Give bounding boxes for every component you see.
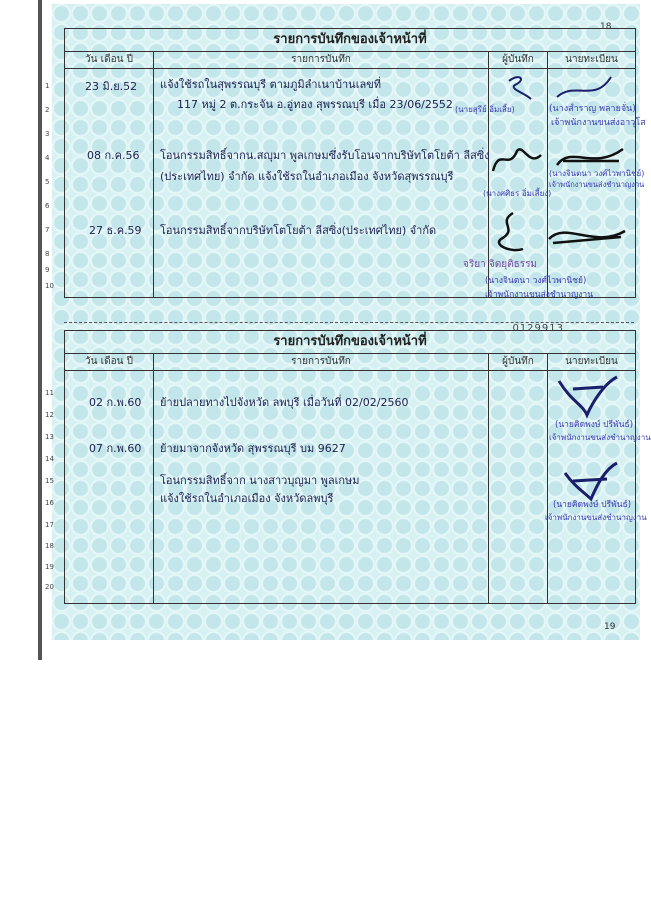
header-entry: รายการบันทึก xyxy=(154,353,488,371)
column-divider xyxy=(153,51,154,297)
recorder-signature xyxy=(505,73,535,103)
row-number: 12 xyxy=(45,411,54,419)
row-number: 5 xyxy=(45,178,50,186)
column-divider xyxy=(153,353,154,603)
record-date: 08 ก.ค.56 xyxy=(87,149,140,162)
row-number: 15 xyxy=(45,477,54,485)
registrar-signature xyxy=(555,73,615,103)
officer-records-table-1 xyxy=(45,28,646,300)
header-registrar: นายทะเบียน xyxy=(548,51,635,69)
header-entry: รายการบันทึก xyxy=(154,51,488,69)
binding-spine xyxy=(38,0,42,660)
table-title: รายการบันทึกของเจ้าหน้าที่ xyxy=(65,331,635,354)
recorder-signature xyxy=(489,141,545,181)
header-date: วัน เดือน ปี xyxy=(65,353,153,371)
row-number: 16 xyxy=(45,499,54,507)
registrar-stamp: (นางสำราญ พลายจั่น) xyxy=(549,104,636,114)
row-number: 6 xyxy=(45,202,50,210)
record-line: โอนกรรมสิทธิ์จากน.สญุมา พูลเกษมซึ่งรับโอนจากบริษัทโตโยต้า ลีสซิ่ง xyxy=(160,149,490,162)
registrar-name-stamp: จริยา จิตยุติธรรม xyxy=(463,259,538,270)
registrar-stamp: (นายคิดพงษ์ ปรีพันธ์) xyxy=(555,420,634,430)
registrar-position: เจ้าพนักงานขนส่งชำนาญงาน xyxy=(545,513,647,522)
row-number: 1 xyxy=(45,82,50,90)
row-number: 10 xyxy=(45,282,54,290)
registrar-stamp: (นายคิดพงษ์ ปรีพันธ์) xyxy=(553,500,632,510)
record-line: แจ้งใช้รถในสุพรรณบุรี ตามภูมิลำเนาบ้านเลขที่ xyxy=(160,78,381,91)
row-number: 19 xyxy=(45,563,54,571)
registrar-position: เจ้าพนักงานขนส่งชำนาญงาน xyxy=(485,290,594,300)
registrar-stamp: (นางจินตนา วงศ์ไวพานิชย์) xyxy=(549,169,645,178)
header-recorder: ผู้บันทึก xyxy=(489,353,547,371)
page-number-bottom: 19 xyxy=(604,622,616,632)
row-number: 17 xyxy=(45,521,54,529)
row-number: 14 xyxy=(45,455,54,463)
record-line: (ประเทศไทย) จำกัด แจ้งใช้รถในอำเภอเมือง จังหวัดสุพรรณบุรี xyxy=(160,170,454,183)
row-number: 2 xyxy=(45,106,50,114)
row-number: 3 xyxy=(45,130,50,138)
recorder-stamp: (นายสุรีย์ อิ่มเสี้ย) xyxy=(455,105,515,114)
record-line: โอนกรรมสิทธิ์จากบริษัทโตโยต้า ลีสซิ่ง(ประเทศไทย) จำกัด xyxy=(160,224,437,237)
row-number: 9 xyxy=(45,266,50,274)
record-line: โอนกรรมสิทธิ์จาก นางสาวบุญมา พูลเกษม xyxy=(160,474,360,487)
registrar-stamp: (นางจินตนา วงศ์ไวพานิชย์) xyxy=(485,276,587,286)
record-date: 23 มิ.ย.52 xyxy=(85,80,138,93)
table-title: รายการบันทึกของเจ้าหน้าที่ xyxy=(65,29,635,52)
row-number: 20 xyxy=(45,583,54,591)
officer-records-table-2 xyxy=(45,330,651,604)
row-number: 18 xyxy=(45,542,54,550)
record-date: 07 ก.พ.60 xyxy=(89,442,142,455)
row-number: 13 xyxy=(45,433,54,441)
recorder-signature xyxy=(489,209,529,257)
column-divider xyxy=(488,353,489,603)
record-line: แจ้งใช้รถในอำเภอเมือง จังหวัดลพบุรี xyxy=(160,492,334,505)
registrar-signature xyxy=(553,141,629,177)
serial-number: 0129913 xyxy=(512,323,564,334)
registrar-signature xyxy=(545,219,629,253)
registrar-signature xyxy=(553,371,623,419)
row-number: 11 xyxy=(45,389,54,397)
registrar-position: เจ้าพนักงานขนส่งชำนาญงาน xyxy=(549,180,645,189)
row-number: 4 xyxy=(45,154,50,162)
header-date: วัน เดือน ปี xyxy=(65,51,153,69)
record-line: ย้ายปลายทางไปจังหวัด ลพบุรี เมื่อวันที่ 02/02/2560 xyxy=(160,396,409,409)
registrar-position: เจ้าพนักงานขนส่งอาวุโส xyxy=(551,118,646,128)
recorder-stamp: (นางศศิธร อิ่มเสี้ยง) xyxy=(483,189,552,198)
record-line: ย้ายมาจากจังหวัด สุพรรณบุรี บม 9627 xyxy=(160,442,346,455)
header-registrar: นายทะเบียน xyxy=(548,353,635,371)
row-number: 7 xyxy=(45,226,50,234)
registrar-signature xyxy=(555,459,625,503)
column-divider xyxy=(547,353,548,603)
header-recorder: ผู้บันทึก xyxy=(489,51,547,69)
record-date: 27 ธ.ค.59 xyxy=(89,224,142,237)
row-number: 8 xyxy=(45,250,50,258)
record-date: 02 ก.พ.60 xyxy=(89,396,142,409)
registrar-position: เจ้าพนักงานขนส่งชำนาญงาน xyxy=(549,433,651,442)
column-divider xyxy=(547,51,548,297)
page-number-top: 18 xyxy=(600,22,612,32)
record-line: 117 หมู่ 2 ต.กระจัน อ.อู่ทอง สุพรรณบุรี เมื่อ 23/06/2552 xyxy=(177,98,453,111)
